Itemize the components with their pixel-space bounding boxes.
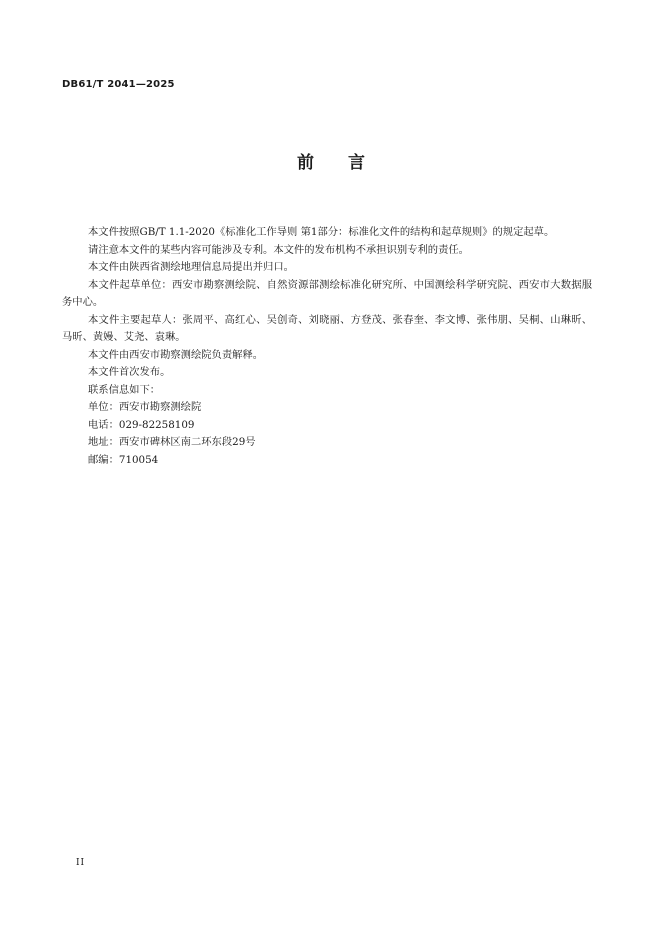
paragraph-contact-heading: 联系信息如下： (88, 383, 161, 396)
foreword-body (62, 224, 592, 469)
page-number: II (76, 858, 86, 868)
paragraph-drafters: 本文件主要起草人：张周平、高红心、吴创奇、刘晓丽、方登茂、张春奎、李文博、张伟朋、吴桐、山琳昕、马昕、黄嫚、艾尧、袁琳。 (62, 313, 592, 343)
paragraph-patent-notice: 请注意本文件的某些内容可能涉及专利。本文件的发布机构不承担识别专利的责任。 (88, 243, 469, 256)
contact-address: 地址：西安市碑林区南二环东段29号 (88, 436, 256, 448)
paragraph-drafting-units: 本文件起草单位：西安市勘察测绘院、自然资源部测绘标准化研究所、中国测绘科学研究院、西安市大数据服务中心。 (62, 278, 592, 308)
contact-unit: 单位：西安市勘察测绘院 (88, 401, 202, 413)
page-title: 前言 (297, 153, 399, 173)
contact-phone: 电话：029-82258109 (88, 418, 195, 431)
paragraph-first-release: 本文件首次发布。 (88, 366, 171, 378)
contact-postcode: 邮编：710054 (88, 453, 159, 466)
paragraph-standard-basis: 本文件按照GB/T 1.1-2020《标准化工作导则 第1部分：标准化文件的结构和起草规则》的规定起草。 (88, 226, 555, 238)
paragraph-interpretation: 本文件由西安市勘察测绘院负责解释。 (88, 348, 264, 361)
document-code: DB61/T 2041—2025 (62, 79, 175, 90)
paragraph-proposer: 本文件由陕西省测绘地理信息局提出并归口。 (88, 261, 294, 273)
